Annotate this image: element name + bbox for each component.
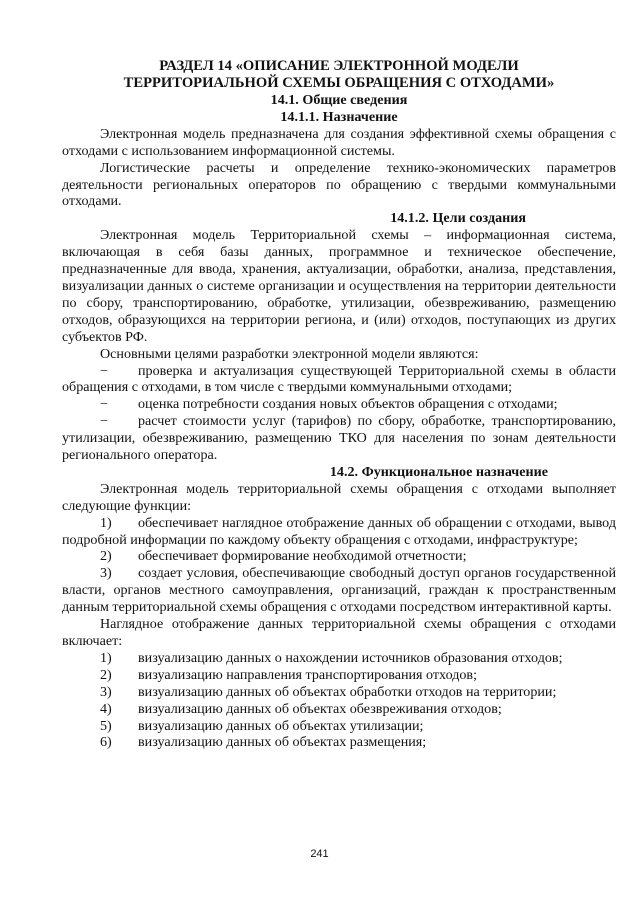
list-item-text: оценка потребности создания новых объектов обращения с отходами; (138, 396, 558, 413)
number-marker: 2) (100, 666, 112, 683)
number-marker: 5) (100, 717, 112, 734)
number-marker: 3) (100, 565, 112, 582)
list-item (62, 515, 616, 549)
section-title-line-2: ТЕРРИТОРИАЛЬНОЙ СХЕМЫ ОБРАЩЕНИЯ С ОТХОДАМИ» (123, 75, 555, 91)
paragraph-definition: Электронная модель Территориальной схемы – информационная система, включающая в себя базы данных, программное и техническое обеспечение, предназначенные для ввода, хранения, актуализации, обработки, анализа, представления, визуализации данных о системе организации и осуществления на территории деятельности по сбору, транспортированию, обработке, утилизации, обезвреживанию, размещению отходов, образующихся на территории региона, и (или) отходов, поступающих из других субъектов РФ. (62, 227, 616, 345)
dash-marker: − (100, 396, 108, 413)
heading-14-1-2: 14.1.2. Цели создания (390, 210, 526, 227)
list-item (62, 363, 616, 397)
paragraph-functions-intro: Электронная модель территориальной схемы обращения с отходами выполняет следующие функции: (62, 480, 616, 514)
dash-marker: − (100, 413, 108, 430)
number-marker: 1) (100, 649, 112, 666)
list-item (62, 548, 616, 565)
visualization-list (62, 650, 616, 751)
list-item (62, 413, 616, 464)
paragraph-purpose: Электронная модель предназначена для создания эффективной схемы обращения с отходами с использованием информационной системы. (62, 125, 616, 159)
list-item-text: создает условия, обеспечивающие свободный доступ органов государственной власти, органов местного самоуправления, организаций, граждан к пространственным данным территориальной схемы обращения с отходами посредством интерактивной карты. (62, 565, 616, 616)
section-title (62, 58, 616, 92)
list-item-text: расчет стоимости услуг (тарифов) по сбору, обработке, транспортированию, утилизации, обезвреживанию, размещению ТКО для населения по зонам деятельности регионального оператора. (62, 413, 616, 464)
heading-14-2: 14.2. Функциональное назначение (329, 463, 548, 480)
list-item (62, 650, 616, 667)
list-item-text: визуализацию данных об объектах обезвреживания отходов; (138, 700, 502, 717)
list-item (62, 565, 616, 616)
number-marker: 4) (100, 700, 112, 717)
functions-list (62, 515, 616, 616)
list-item-text: визуализацию данных о нахождении источников образования отходов; (138, 649, 563, 666)
list-item-text: обеспечивает наглядное отображение данных об обращении с отходами, вывод подробной информации по каждому объекту обращения с отходами, инфраструктуре; (62, 514, 616, 548)
number-marker: 6) (100, 734, 112, 751)
paragraph-visualization-intro: Наглядное отображение данных территориальной схемы обращения с отходами включает: (62, 616, 616, 649)
list-item-text: визуализацию данных об объектах размещения; (138, 734, 427, 751)
paragraph-goals-intro: Основными целями разработки электронной модели являются: (100, 345, 479, 362)
goals-list (62, 363, 616, 464)
number-marker: 3) (100, 683, 112, 700)
list-item-text: визуализацию направления транспортирования отходов; (138, 666, 477, 683)
heading-14-1-1: 14.1.1. Назначение (280, 108, 398, 125)
list-item (62, 667, 616, 684)
number-marker: 2) (100, 548, 112, 565)
list-item-text: обеспечивает формирование необходимой отчетности; (138, 548, 467, 565)
list-item (62, 701, 616, 718)
list-item (62, 718, 616, 735)
page-content (62, 58, 616, 751)
section-title-line-1: РАЗДЕЛ 14 «ОПИСАНИЕ ЭЛЕКТРОННОЙ МОДЕЛИ (159, 58, 519, 74)
heading-14-1: 14.1. Общие сведения (270, 92, 408, 108)
list-item (62, 734, 616, 751)
dash-marker: − (100, 362, 108, 379)
page-number: 241 (310, 848, 329, 860)
list-item (62, 684, 616, 701)
list-item-text: проверка и актуализация существующей Территориальной схемы в области обращения с отходами, в том числе с твердыми коммунальными отходами; (62, 362, 616, 396)
list-item-text: визуализацию данных об объектах утилизации; (138, 717, 424, 734)
paragraph-logistics: Логистические расчеты и определение технико-экономических параметров деятельности региональных операторов по обращению с твердыми коммунальными отходами. (62, 159, 616, 210)
number-marker: 1) (100, 514, 112, 531)
list-item-text: визуализацию данных об объектах обработки отходов на территории; (138, 683, 557, 700)
list-item (62, 396, 616, 413)
